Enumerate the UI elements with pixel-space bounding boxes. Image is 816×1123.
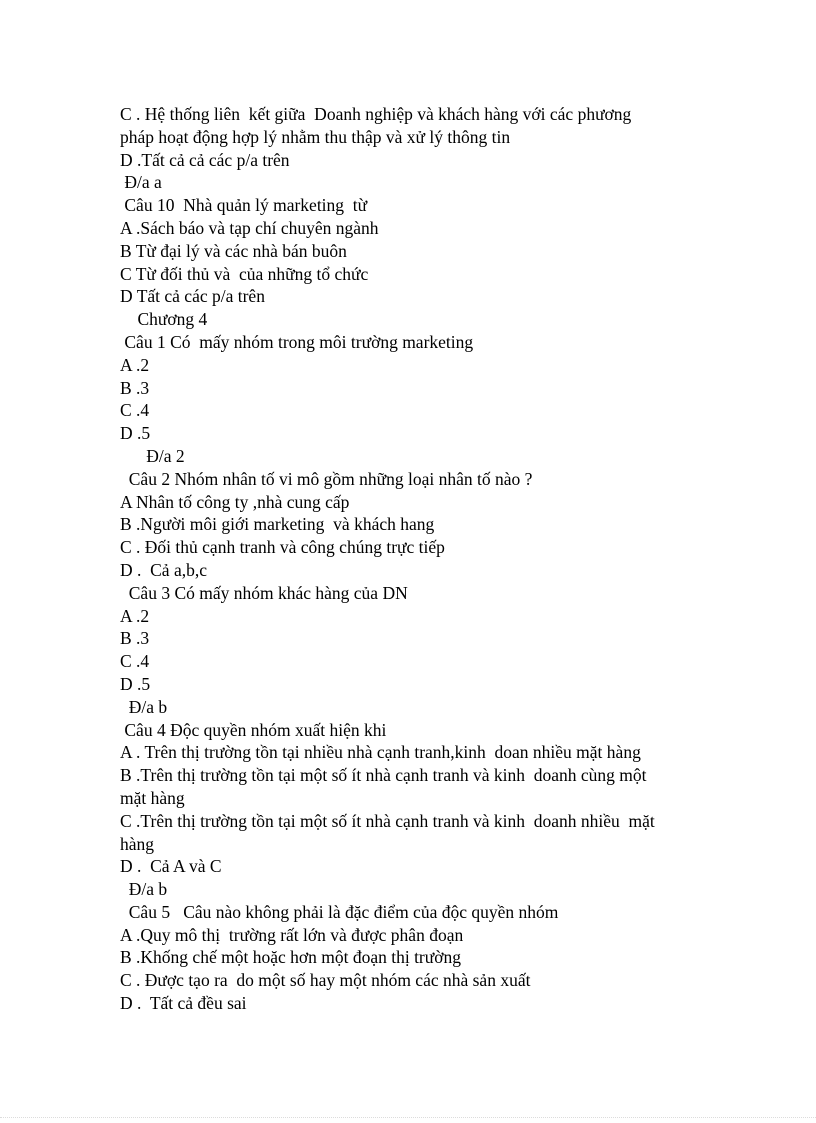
text-line: D .Tất cả cả các p/a trên [120, 149, 290, 170]
text-line: Đ/a b [120, 879, 168, 900]
text-line: A .Quy mô thị trường rất lớn và được phân đoạn [120, 924, 464, 945]
text-line: C Từ đối thủ và của những tổ chức [120, 263, 369, 284]
text-line: mặt hàng [120, 787, 185, 808]
page-bottom-divider [0, 1117, 816, 1118]
text-line: hàng [120, 833, 155, 854]
text-line: D .5 [120, 673, 151, 694]
text-line: Đ/a a [120, 172, 162, 193]
text-line: B Từ đại lý và các nhà bán buôn [120, 240, 347, 261]
text-line: B .Khống chế một hoặc hơn một đoạn thị trường [120, 947, 462, 968]
text-line: C . Hệ thống liên kết giữa Doanh nghiệp và khách hàng với các phương [120, 104, 632, 124]
text-line: Đ/a 2 [120, 445, 185, 466]
text-line: A .2 [120, 605, 150, 626]
text-line: Câu 10 Nhà quản lý marketing từ [120, 195, 368, 216]
text-line: A .Sách báo và tạp chí chuyên ngành [120, 217, 379, 238]
text-line: pháp hoạt động hợp lý nhằm thu thập và xử lý thông tin [120, 126, 511, 147]
text-line: C .4 [120, 400, 150, 421]
text-line: Chương 4 [120, 309, 208, 330]
text-line: B .3 [120, 377, 150, 398]
text-line: B .Người môi giới marketing và khách hang [120, 514, 435, 535]
text-line: A . Trên thị trường tồn tại nhiều nhà cạnh tranh,kinh doan nhiều mặt hàng [120, 742, 641, 763]
text-line: C . Đối thủ cạnh tranh và công chúng trực tiếp [120, 537, 445, 558]
text-line: D Tất cả các p/a trên [120, 286, 265, 307]
document-text [120, 103, 720, 1015]
text-line: Câu 3 Có mấy nhóm khác hàng của DN [120, 582, 408, 603]
text-line: Câu 1 Có mấy nhóm trong môi trường marketing [120, 331, 474, 352]
text-line: Đ/a b [120, 696, 168, 717]
text-line: D . Cả A và C [120, 856, 222, 877]
text-line: Câu 2 Nhóm nhân tố vi mô gồm những loại nhân tố nào ? [120, 468, 533, 489]
text-line: D . Cả a,b,c [120, 559, 207, 580]
text-line: A .2 [120, 354, 150, 375]
text-line: D .5 [120, 423, 151, 444]
text-line: B .Trên thị trường tồn tại một số ít nhà cạnh tranh và kinh doanh cùng một [120, 765, 647, 786]
text-line: B .3 [120, 628, 150, 649]
text-line: Câu 5 Câu nào không phải là đặc điểm của độc quyền nhóm [120, 901, 559, 922]
text-line: A Nhân tố công ty ,nhà cung cấp [120, 491, 350, 512]
text-line: C .Trên thị trường tồn tại một số ít nhà cạnh tranh và kinh doanh nhiều mặt [120, 810, 655, 831]
text-line: Câu 4 Độc quyền nhóm xuất hiện khi [120, 719, 387, 740]
text-line: C .4 [120, 651, 150, 672]
text-line: D . Tất cả đều sai [120, 993, 247, 1014]
text-line: C . Được tạo ra do một số hay một nhóm các nhà sản xuất [120, 970, 531, 991]
